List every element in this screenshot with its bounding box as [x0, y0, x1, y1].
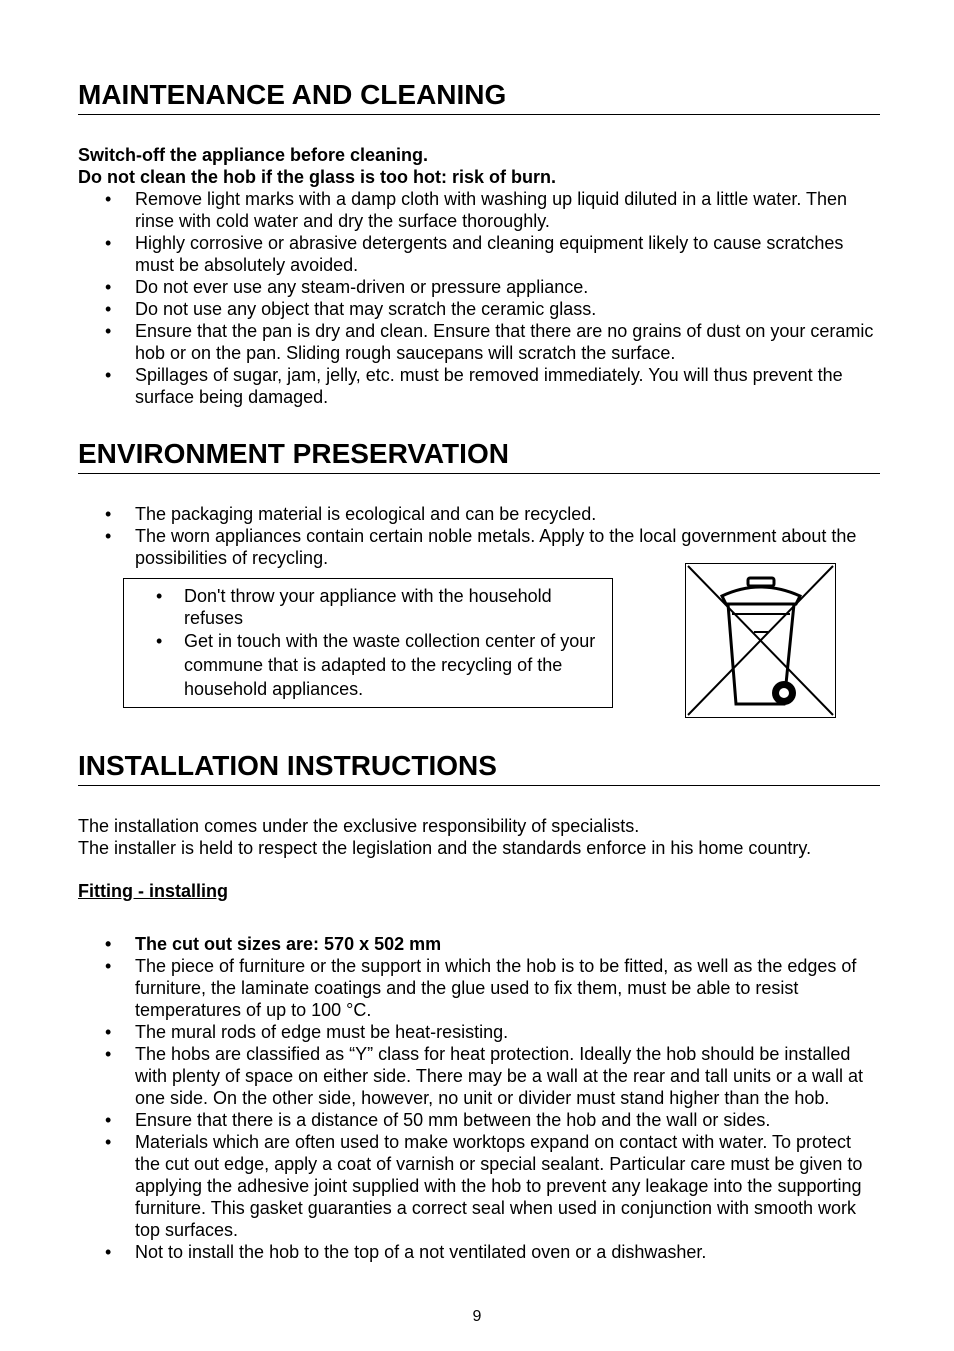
list-item: • Do not use any object that may scratch the ceramic glass. — [105, 299, 597, 319]
installation-list — [78, 933, 880, 1263]
list-item: • Get in touch with the waste collection center of your commune that is adapted to the recycling of the household appliances. — [156, 631, 596, 699]
list-item: • Ensure that the pan is dry and clean. Ensure that there are no grains of dust on your ceramic hob or on the pan. Sliding rough saucepans will scratch the surface. — [105, 321, 874, 363]
installation-intro-responsibility: The installation comes under the exclusive responsibility of specialists. — [78, 816, 640, 836]
list-item: • Remove light marks with a damp cloth with washing up liquid diluted in a little water. Then rinse with cold water and dry the surface thoroughly. — [105, 189, 848, 231]
list-item: • The worn appliances contain certain noble metals. Apply to the local government about the possibilities of recycling. — [105, 526, 857, 568]
list-item: • Not to install the hob to the top of a not ventilated oven or a dishwasher. — [105, 1242, 707, 1262]
installation-intro-legislation: The installer is held to respect the legislation and the standards enforce in his home country. — [78, 838, 812, 858]
disposal-notice-box — [123, 578, 613, 708]
maintenance-warning-switch-off: Switch-off the appliance before cleaning. — [78, 145, 429, 165]
list-item: • Don't throw your appliance with the household refuses — [156, 586, 552, 628]
page-number: 9 — [472, 1308, 482, 1325]
list-item: • The hobs are classified as “Y” class for heat protection. Ideally the hob should be installed with plenty of space on either side. There may be a wall at the rear and tall units or a wall at one side. On the other side, however, no unit or divider must stand higher than the hob. — [105, 1044, 864, 1108]
environment-list — [78, 503, 880, 569]
disposal-list — [124, 585, 612, 701]
fitting-subheading: Fitting - installing — [78, 881, 228, 901]
installation-heading: INSTALLATION INSTRUCTIONS — [78, 749, 880, 786]
list-item: • Highly corrosive or abrasive detergents and cleaning equipment likely to cause scratches must be absolutely avoided. — [105, 233, 844, 275]
list-item: • Ensure that there is a distance of 50 mm between the hob and the wall or sides. — [105, 1110, 771, 1130]
list-item: • The cut out sizes are: 570 x 502 mm — [105, 934, 442, 954]
list-item: • Spillages of sugar, jam, jelly, etc. must be removed immediately. You will thus prevent the surface being damaged. — [105, 365, 843, 407]
maintenance-list — [78, 188, 880, 408]
environment-heading: ENVIRONMENT PRESERVATION — [78, 437, 880, 474]
list-item: • Materials which are often used to make worktops expand on contact with water. To protect the cut out edge, apply a coat of varnish or special sealant. Particular care must be given to applying the adhesive joint supplied with the hob to prevent any leakage into the supporting furniture. This gasket guaranties a correct seal when used in conjunction with smooth work top surfaces. — [105, 1132, 863, 1240]
list-item: • The piece of furniture or the support in which the hob is to be fitted, as well as the edges of furniture, the laminate coatings and the glue used to fix them, must be able to resist temperatures of up to 100 °C. — [105, 956, 857, 1020]
maintenance-heading: MAINTENANCE AND CLEANING — [78, 78, 880, 115]
crossed-out-wheelie-bin-icon — [685, 563, 836, 718]
list-item: • The mural rods of edge must be heat-resisting. — [105, 1022, 509, 1042]
maintenance-warning-hot-glass: Do not clean the hob if the glass is too hot: risk of burn. — [78, 167, 557, 187]
list-item: • Do not ever use any steam-driven or pressure appliance. — [105, 277, 589, 297]
list-item: • The packaging material is ecological and can be recycled. — [105, 504, 597, 524]
